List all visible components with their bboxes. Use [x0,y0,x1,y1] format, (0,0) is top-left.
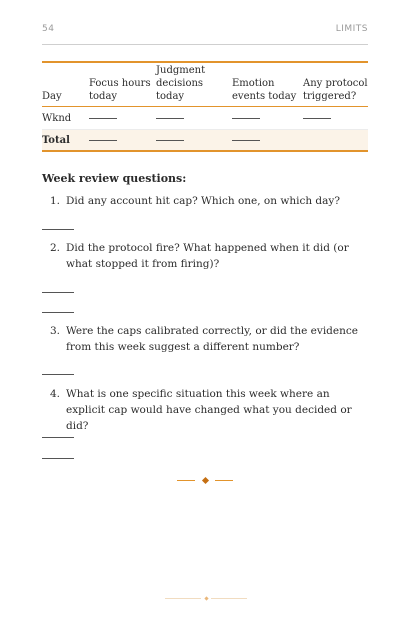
running-head [42,24,368,34]
row-total-label: Total [42,130,89,152]
protocol-triggered-cell[interactable] [303,107,368,130]
col-header-day: Day [42,62,89,107]
fill-in-blank[interactable] [232,140,260,141]
judgment-decisions-cell[interactable] [156,107,232,130]
question-number: 4. [49,388,60,400]
fill-in-blank[interactable] [156,140,184,141]
answer-line[interactable] [42,292,74,293]
answer-line[interactable] [42,229,74,230]
section-divider-ornament [177,475,233,485]
diamond-icon [201,476,208,483]
review-heading: Week review questions: [42,172,187,185]
question-1 [42,193,368,209]
footer-bar [211,598,247,599]
page-number: 54 [42,24,55,34]
question-number: 1. [49,195,60,207]
protocol-total-cell [303,130,368,152]
col-header-judgment-decisions: Judgment decisions today [156,62,232,107]
fill-in-blank[interactable] [156,118,184,119]
question-text: Were the caps calibrated correctly, or did the evidence from this week suggest a different number? [66,325,358,353]
focus-hours-total-cell[interactable] [89,130,156,152]
footer-ornament [165,595,247,601]
section-title: LIMITS [335,24,368,34]
fill-in-blank[interactable] [303,118,331,119]
table-row-total [42,130,368,152]
fill-in-blank[interactable] [89,118,117,119]
col-header-protocol-triggered: Any protocol triggered? [303,62,368,107]
judgment-decisions-total-cell[interactable] [156,130,232,152]
question-4 [42,386,368,434]
answer-line[interactable] [42,312,74,313]
divider-bar [177,480,195,481]
fill-in-blank[interactable] [89,140,117,141]
fill-in-blank[interactable] [232,118,260,119]
table-header-row [42,62,368,107]
answer-line[interactable] [42,374,74,375]
emotion-events-cell[interactable] [232,107,303,130]
answer-line[interactable] [42,437,74,438]
row-day-label: Wknd [42,107,89,130]
col-header-emotion-events: Emotion events today [232,62,303,107]
question-text: Did any account hit cap? Which one, on which day? [66,195,340,207]
col-header-focus-hours: Focus hours today [89,62,156,107]
footer-bar [165,598,201,599]
focus-hours-cell[interactable] [89,107,156,130]
answer-line[interactable] [42,458,74,459]
question-text: What is one specific situation this week where an explicit cap would have changed what you decided or did? [66,388,352,432]
question-3 [42,323,368,355]
daily-log-table [42,61,368,152]
question-2 [42,240,368,272]
emotion-events-total-cell[interactable] [232,130,303,152]
divider-bar [215,480,233,481]
question-number: 2. [49,242,60,254]
question-text: Did the protocol fire? What happened when it did (or what stopped it from firing)? [66,242,349,270]
diamond-icon [204,596,208,600]
question-number: 3. [49,325,60,337]
header-rule [42,44,368,45]
table-row-wknd [42,107,368,130]
